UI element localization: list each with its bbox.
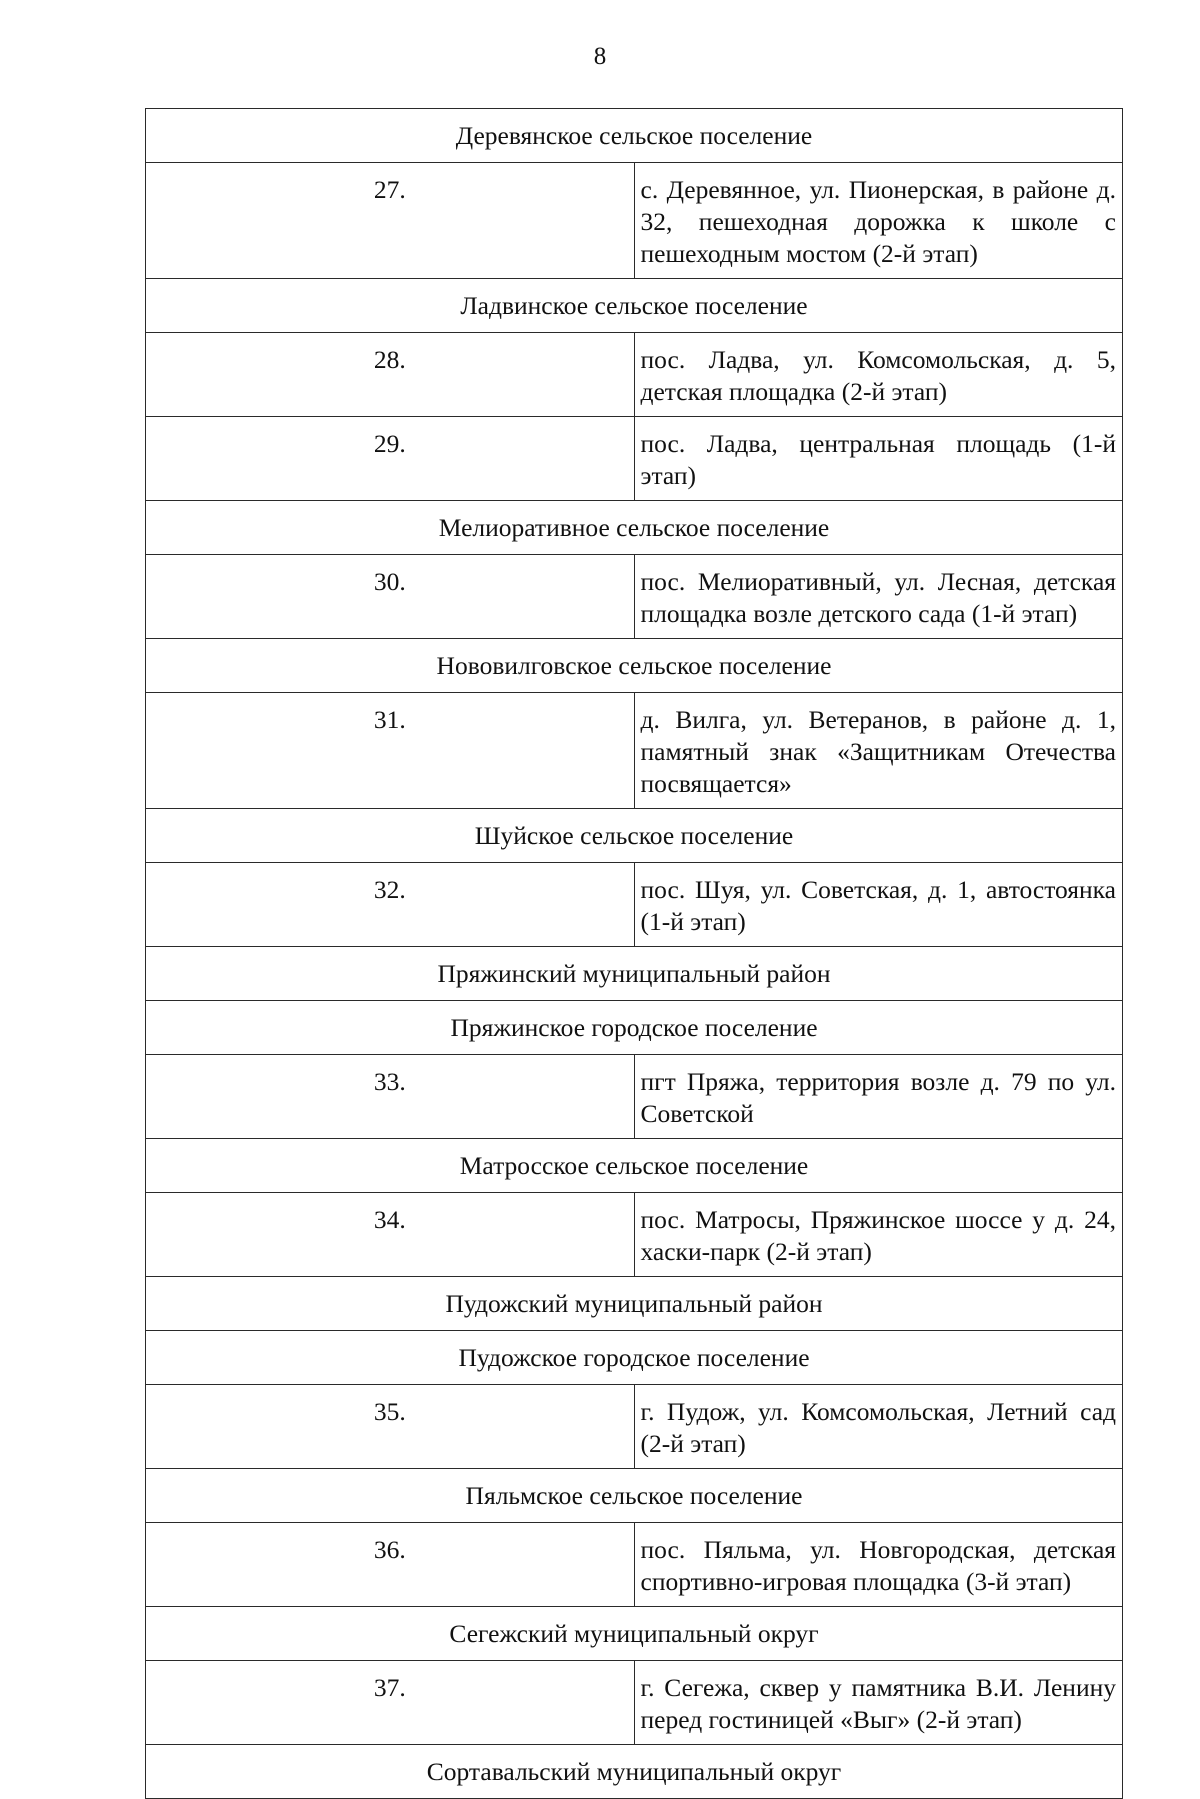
- page-number: 8: [593, 43, 607, 70]
- item-row: [146, 863, 1123, 947]
- item-row: [146, 1193, 1123, 1277]
- item-description: пос. Матросы, Пряжинское шоссе у д. 24, хаски-парк (2-й этап): [634, 1193, 1123, 1277]
- item-row: [146, 163, 1123, 279]
- item-row: [146, 417, 1123, 501]
- item-number: 34.: [146, 1193, 635, 1277]
- section-title: Ладвинское сельское поселение: [146, 279, 1123, 333]
- item-number: 33.: [146, 1055, 635, 1139]
- item-description: с. Деревянное, ул. Пионерская, в районе д. 32, пешеходная дорожка к школе с пешеходным мостом (2-й этап): [634, 163, 1123, 279]
- item-row: [146, 693, 1123, 809]
- section-title: Пряжинское городское поселение: [146, 1001, 1123, 1055]
- section-row: [146, 109, 1123, 163]
- section-title: Деревянское сельское поселение: [146, 109, 1123, 163]
- item-description: пгт Пряжа, территория возле д. 79 по ул. Советской: [634, 1055, 1123, 1139]
- item-number: 28.: [146, 333, 635, 417]
- item-number: 32.: [146, 863, 635, 947]
- item-description: пос. Ладва, центральная площадь (1-й этап): [634, 417, 1123, 501]
- section-row: [146, 279, 1123, 333]
- section-title: Пяльмское сельское поселение: [146, 1469, 1123, 1523]
- section-row: [146, 1331, 1123, 1385]
- section-row: [146, 1139, 1123, 1193]
- item-description: пос. Мелиоративный, ул. Лесная, детская площадка возле детского сада (1-й этап): [634, 555, 1123, 639]
- section-title: Пудожский муниципальный район: [146, 1277, 1123, 1331]
- section-title: Нововилговское сельское поселение: [146, 639, 1123, 693]
- item-description: г. Пудож, ул. Комсомольская, Летний сад (2-й этап): [634, 1385, 1123, 1469]
- section-title: Сегежский муниципальный округ: [146, 1607, 1123, 1661]
- item-number: 30.: [146, 555, 635, 639]
- section-row: [146, 947, 1123, 1001]
- section-row: [146, 1277, 1123, 1331]
- item-row: [146, 333, 1123, 417]
- item-row: [146, 1661, 1123, 1745]
- item-number: 31.: [146, 693, 635, 809]
- section-row: [146, 1469, 1123, 1523]
- item-description: пос. Пяльма, ул. Новгородская, детская спортивно-игровая площадка (3-й этап): [634, 1523, 1123, 1607]
- objects-table: [145, 108, 1123, 1799]
- section-row: [146, 1745, 1123, 1799]
- item-number: 29.: [146, 417, 635, 501]
- section-title: Шуйское сельское поселение: [146, 809, 1123, 863]
- section-row: [146, 501, 1123, 555]
- item-description: д. Вилга, ул. Ветеранов, в районе д. 1, памятный знак «Защитникам Отечества посвящается»: [634, 693, 1123, 809]
- item-row: [146, 555, 1123, 639]
- section-title: Матросское сельское поселение: [146, 1139, 1123, 1193]
- section-row: [146, 809, 1123, 863]
- section-title: Пряжинский муниципальный район: [146, 947, 1123, 1001]
- section-title: Пудожское городское поселение: [146, 1331, 1123, 1385]
- item-number: 35.: [146, 1385, 635, 1469]
- section-row: [146, 639, 1123, 693]
- item-number: 27.: [146, 163, 635, 279]
- item-row: [146, 1385, 1123, 1469]
- objects-table-body: [146, 109, 1123, 1799]
- item-row: [146, 1523, 1123, 1607]
- section-title: Сортавальский муниципальный округ: [146, 1745, 1123, 1799]
- item-description: пос. Ладва, ул. Комсомольская, д. 5, детская площадка (2-й этап): [634, 333, 1123, 417]
- item-description: г. Сегежа, сквер у памятника В.И. Ленину перед гостиницей «Выг» (2-й этап): [634, 1661, 1123, 1745]
- section-row: [146, 1607, 1123, 1661]
- item-number: 37.: [146, 1661, 635, 1745]
- item-number: 36.: [146, 1523, 635, 1607]
- section-row: [146, 1001, 1123, 1055]
- item-row: [146, 1055, 1123, 1139]
- item-description: пос. Шуя, ул. Советская, д. 1, автостоянка (1-й этап): [634, 863, 1123, 947]
- section-title: Мелиоративное сельское поселение: [146, 501, 1123, 555]
